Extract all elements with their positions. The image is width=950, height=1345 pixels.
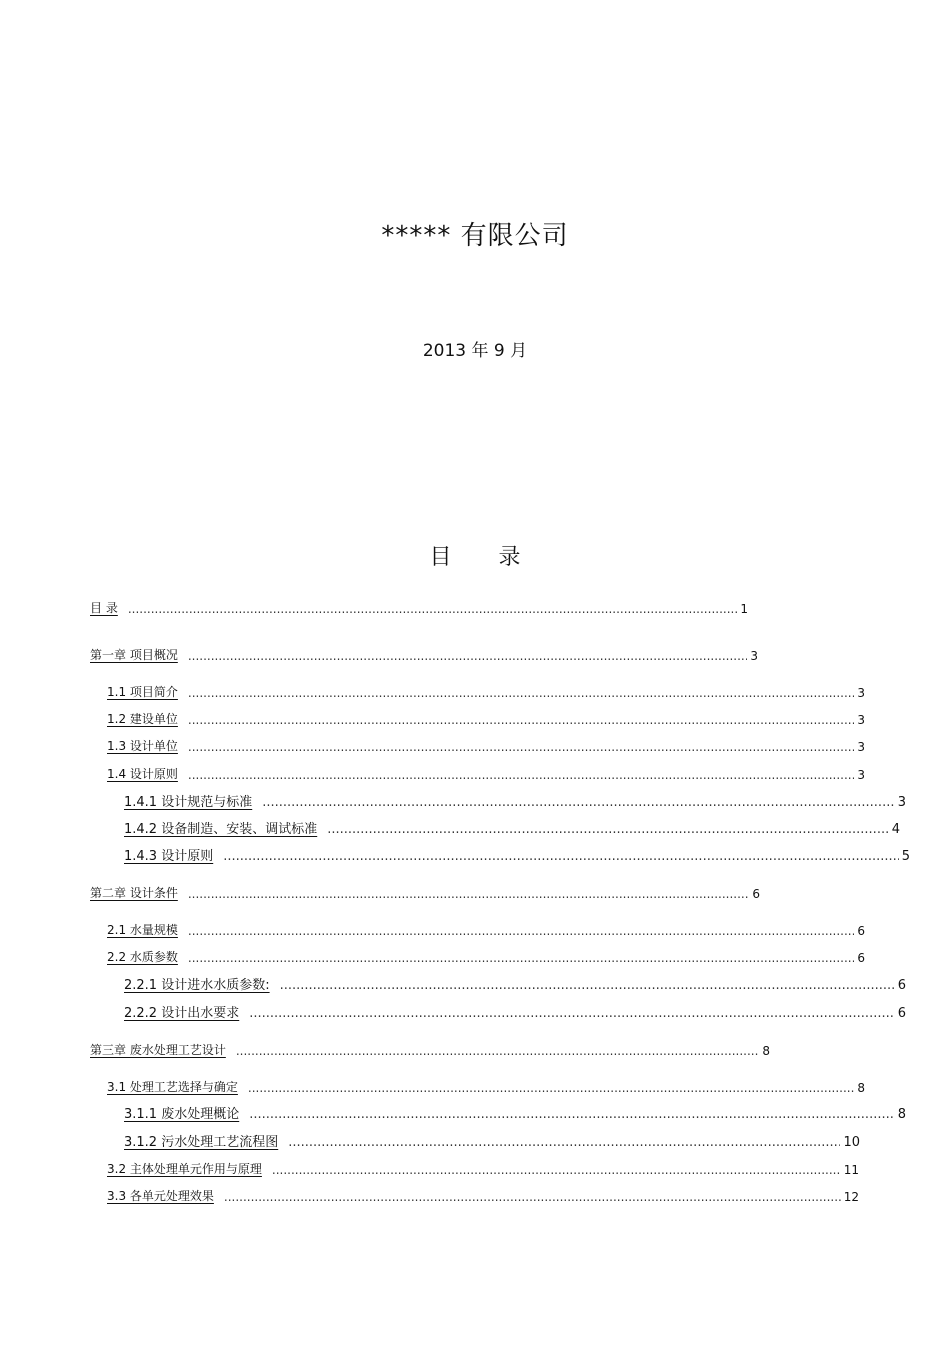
toc-leader-dots	[280, 978, 895, 993]
toc-entry-page: 3	[857, 768, 865, 782]
toc-entry-page: 3	[857, 740, 865, 754]
toc-entry-label[interactable]: 3.1.2 污水处理工艺流程图	[124, 1135, 279, 1150]
toc-entry-label[interactable]: 1.4.1 设计规范与标准	[124, 795, 253, 810]
toc-entry[interactable]	[90, 645, 758, 663]
toc-entry-page: 4	[891, 822, 900, 837]
toc-entry[interactable]	[124, 1104, 906, 1122]
toc-entry-label[interactable]: 2.2.1 设计进水水质参数:	[124, 978, 270, 993]
toc-entry[interactable]	[107, 764, 865, 782]
toc-entry-label[interactable]: 2.2 水质参数	[107, 950, 178, 964]
toc-heading: 目 录	[429, 545, 521, 570]
toc-entry[interactable]	[124, 1132, 860, 1150]
toc-entry-label[interactable]: 2.1 水量规模	[107, 923, 178, 937]
toc-entry-label[interactable]: 第二章 设计条件	[90, 886, 178, 900]
toc-leader-dots	[188, 649, 748, 663]
toc-leader-dots	[262, 795, 895, 810]
toc-entry[interactable]	[124, 792, 906, 810]
toc-leader-dots	[188, 951, 854, 965]
toc-entry-label[interactable]: 1.4.2 设备制造、安装、调试标准	[124, 822, 318, 837]
toc-entry-label[interactable]: 1.3 设计单位	[107, 739, 178, 753]
toc-entry-page: 3	[897, 795, 906, 810]
toc-entry-label[interactable]: 3.2 主体处理单元作用与原理	[107, 1162, 262, 1176]
toc-leader-dots	[188, 768, 854, 782]
toc-entry[interactable]	[107, 736, 865, 754]
toc-leader-dots	[288, 1135, 840, 1150]
document-date: 2013 年 9 月	[422, 341, 528, 361]
toc-entry[interactable]	[124, 819, 900, 837]
toc-leader-dots	[249, 1107, 895, 1122]
toc-entry[interactable]	[107, 1186, 859, 1204]
toc-entry-page: 12	[843, 1190, 859, 1204]
toc-entry-label[interactable]: 1.4.3 设计原则	[124, 849, 214, 864]
toc-entry-page: 5	[901, 849, 910, 864]
toc-entry-label[interactable]: 3.1.1 废水处理概论	[124, 1107, 240, 1122]
toc-entry[interactable]	[107, 947, 865, 965]
toc-leader-dots	[188, 740, 854, 754]
toc-entry-page: 6	[897, 1006, 906, 1021]
toc-entry-page: 6	[857, 951, 865, 965]
toc-entry-label[interactable]: 3.1 处理工艺选择与确定	[107, 1080, 238, 1094]
toc-leader-dots	[223, 849, 899, 864]
toc-entry-page: 3	[857, 713, 865, 727]
toc-entry-page: 1	[740, 602, 748, 616]
toc-leader-dots	[188, 924, 854, 938]
toc-entry[interactable]	[124, 1003, 906, 1021]
toc-entry-page: 8	[897, 1107, 906, 1122]
toc-entry-page: 11	[843, 1163, 859, 1177]
toc-entry-page: 8	[762, 1044, 770, 1058]
toc-entry-page: 8	[857, 1081, 865, 1095]
toc-entry-label[interactable]: 1.1 项目简介	[107, 685, 178, 699]
toc-entry-label[interactable]: 3.3 各单元处理效果	[107, 1189, 214, 1203]
toc-leader-dots	[248, 1081, 854, 1095]
toc-entry-page: 10	[843, 1135, 860, 1150]
toc-entry[interactable]	[124, 846, 910, 864]
toc-entry[interactable]	[107, 1159, 859, 1177]
toc-leader-dots	[224, 1190, 841, 1204]
toc-leader-dots	[272, 1163, 841, 1177]
toc-entry-page: 3	[857, 686, 865, 700]
toc-entry[interactable]	[124, 975, 906, 993]
toc-entry-label[interactable]: 第一章 项目概况	[90, 648, 178, 662]
toc-entry-label[interactable]: 目 录	[90, 601, 118, 615]
toc-entry-label[interactable]: 1.2 建设单位	[107, 712, 178, 726]
toc-leader-dots	[188, 686, 854, 700]
toc-entry-page: 6	[897, 978, 906, 993]
toc-leader-dots	[188, 713, 854, 727]
toc-entry[interactable]	[90, 598, 748, 616]
toc-entry[interactable]	[107, 709, 865, 727]
toc-entry-label[interactable]: 1.4 设计原则	[107, 767, 178, 781]
toc-entry[interactable]	[107, 1077, 865, 1095]
toc-entry-page: 6	[857, 924, 865, 938]
toc-entry[interactable]	[90, 883, 760, 901]
toc-entry-page: 3	[750, 649, 758, 663]
toc-leader-dots	[236, 1044, 760, 1058]
toc-entry-label[interactable]: 第三章 废水处理工艺设计	[90, 1043, 226, 1057]
toc-entry[interactable]	[107, 920, 865, 938]
toc-entry-page: 6	[752, 887, 760, 901]
toc-leader-dots	[249, 1006, 895, 1021]
company-name: ***** 有限公司	[381, 221, 569, 251]
toc-entry[interactable]	[107, 682, 865, 700]
toc-entry[interactable]	[90, 1040, 770, 1058]
toc-leader-dots	[188, 887, 750, 901]
toc-leader-dots	[128, 602, 738, 616]
toc-entry-label[interactable]: 2.2.2 设计出水要求	[124, 1006, 240, 1021]
toc-leader-dots	[327, 822, 889, 837]
